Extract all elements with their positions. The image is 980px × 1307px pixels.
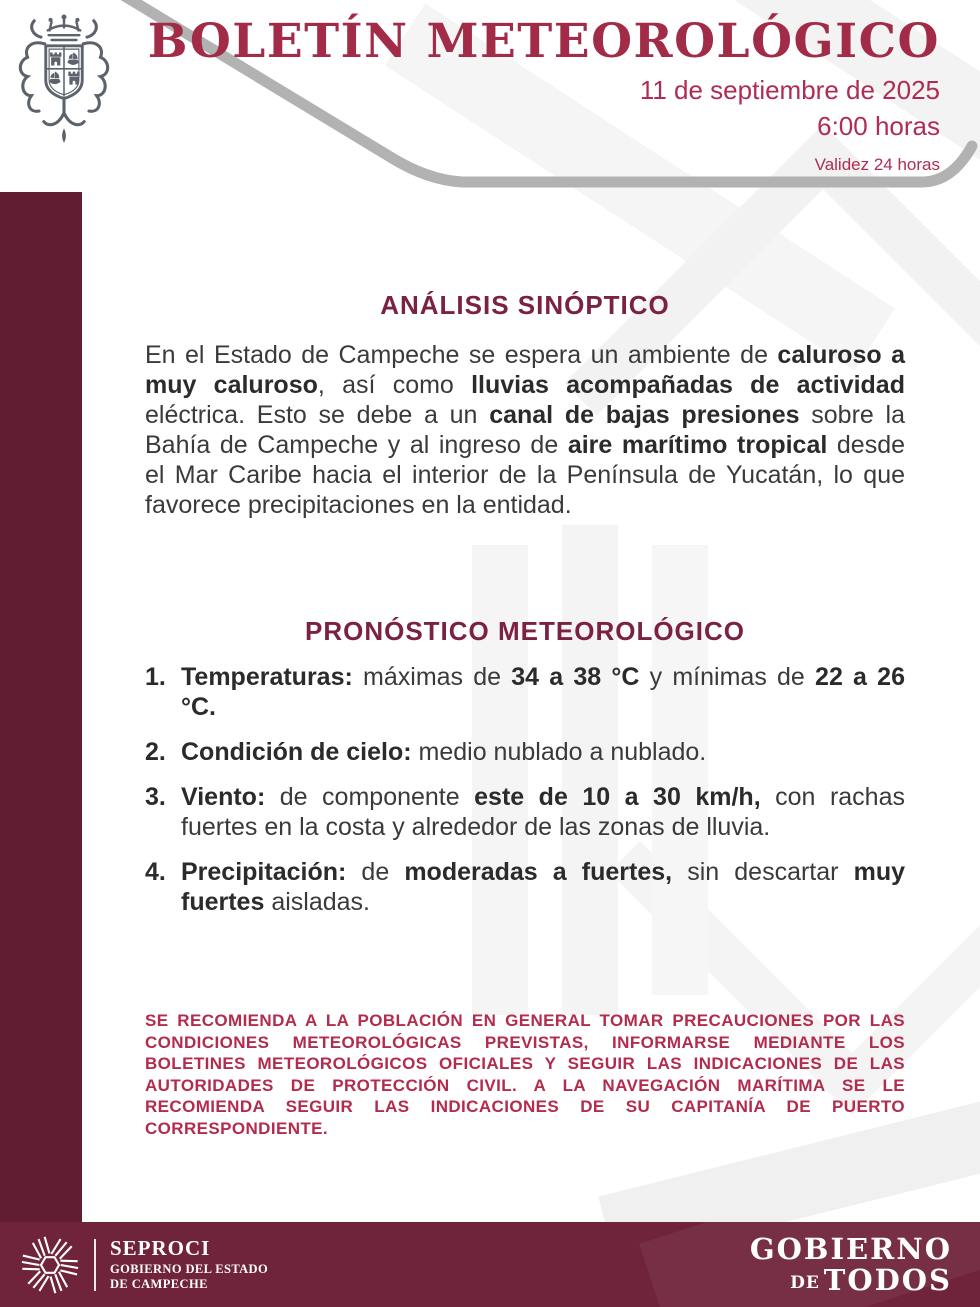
- bold-text-segment: aire marítimo tropical: [567, 431, 828, 459]
- bold-text-segment: 22 a 26 °C.: [181, 663, 905, 721]
- slogan-de: DE: [790, 1272, 820, 1293]
- list-item-text: [181, 782, 905, 842]
- forecast-item-precipitation: [145, 857, 905, 917]
- list-item-text: [181, 737, 905, 767]
- campeche-coat-of-arms-icon: [16, 8, 112, 168]
- forecast-list: [145, 662, 905, 917]
- bold-text-segment: moderadas a fuertes,: [404, 858, 673, 886]
- bold-text-segment: 34 a 38 °C: [511, 663, 640, 691]
- bold-text-segment: este de 10 a 30 km/h,: [474, 783, 761, 811]
- bold-text-segment: Precipitación:: [181, 858, 347, 886]
- agency-name: SEPROCI: [110, 1236, 211, 1261]
- forecast-heading: PRONÓSTICO METEOROLÓGICO: [304, 616, 745, 646]
- footer-bar: [0, 1222, 980, 1307]
- bold-text-segment: lluvias acompañadas de actividad: [471, 371, 905, 399]
- slogan-line1: GOBIERNO: [749, 1231, 952, 1266]
- text-segment: sin descartar: [672, 858, 854, 886]
- text-segment: , así como: [317, 371, 472, 399]
- bold-text-segment: Viento:: [181, 783, 266, 811]
- bulletin-validity: Validez 24 horas: [814, 155, 940, 174]
- text-segment: con rachas fuertes en la costa y alrededor de las zonas de lluvia.: [181, 783, 905, 841]
- synoptic-analysis-heading: ANÁLISIS SINÓPTICO: [380, 290, 670, 320]
- agency-subtitle: [110, 1262, 268, 1291]
- list-number: 3.: [145, 783, 166, 811]
- bold-text-segment: Temperaturas:: [181, 663, 353, 691]
- text-segment: máximas de: [352, 663, 512, 691]
- agency-subtitle-line2: DE CAMPECHE: [110, 1276, 208, 1291]
- agency-block: [110, 1238, 268, 1291]
- forecast-item-wind: [145, 782, 905, 842]
- text-segment: eléctrica. Esto se debe a un: [145, 401, 490, 429]
- page-title: BOLETÍN METEOROLÓGICO: [147, 14, 940, 69]
- agency-subtitle-line1: GOBIERNO DEL ESTADO: [110, 1262, 269, 1277]
- bulletin-date: 11 de septiembre de 2025: [639, 75, 940, 105]
- list-item-text: [181, 662, 905, 722]
- bold-text-segment: muy fuertes: [181, 858, 905, 916]
- header: [148, 16, 940, 175]
- list-number: 4.: [145, 858, 166, 886]
- forecast-item-sky-condition: [145, 737, 905, 767]
- text-segment: En el Estado de Campeche se espera un ambiente de: [145, 341, 778, 369]
- list-number: 1.: [145, 663, 166, 691]
- bold-text-segment: Condición de cielo:: [181, 738, 412, 766]
- seproci-hexagon-logo-icon: [20, 1235, 80, 1295]
- text-segment: de: [346, 858, 405, 886]
- text-segment: sobre la Bahía de Campeche y al ingreso de: [145, 401, 906, 459]
- bold-text-segment: canal de bajas presiones: [489, 401, 800, 429]
- text-segment: aisladas.: [264, 888, 370, 916]
- left-accent-bar: [0, 192, 82, 1222]
- text-segment: desde el Mar Caribe hacia el interior de la Península de Yucatán, lo que favorece precipitaciones en la entidad.: [145, 431, 906, 519]
- text-segment: de componente: [265, 783, 475, 811]
- bulletin-time: 6:00 horas: [817, 111, 940, 141]
- footer-divider: [94, 1239, 96, 1291]
- text-segment: medio nublado a nublado.: [411, 738, 707, 766]
- recommendation-text: SE RECOMIENDA A LA POBLACIÓN EN GENERAL TOMAR PRECAUCIONES POR LAS CONDICIONES METEOROLÓGICAS PREVISTAS, INFORMARSE MEDIANTE LOS BOLETINES METEOROLÓGICOS OFICIALES Y SEGUIR LAS INDICACIONES DE LAS AUTORIDADES DE PROTECCIÓN CIVIL. A LA NAVEGACIÓN MARÍTIMA SE LE RECOMIENDA SEGUIR LAS INDICACIONES DE SU CAPITANÍA DE PUERTO CORRESPONDIENTE.: [145, 1011, 905, 1138]
- list-number: 2.: [145, 738, 166, 766]
- synoptic-analysis-paragraph: [145, 340, 905, 520]
- text-segment: y mínimas de: [639, 663, 816, 691]
- bold-text-segment: caluroso a muy caluroso: [145, 341, 905, 399]
- list-item-text: [181, 857, 905, 917]
- slogan-todos: TODOS: [823, 1262, 952, 1297]
- forecast-item-temperatures: [145, 662, 905, 722]
